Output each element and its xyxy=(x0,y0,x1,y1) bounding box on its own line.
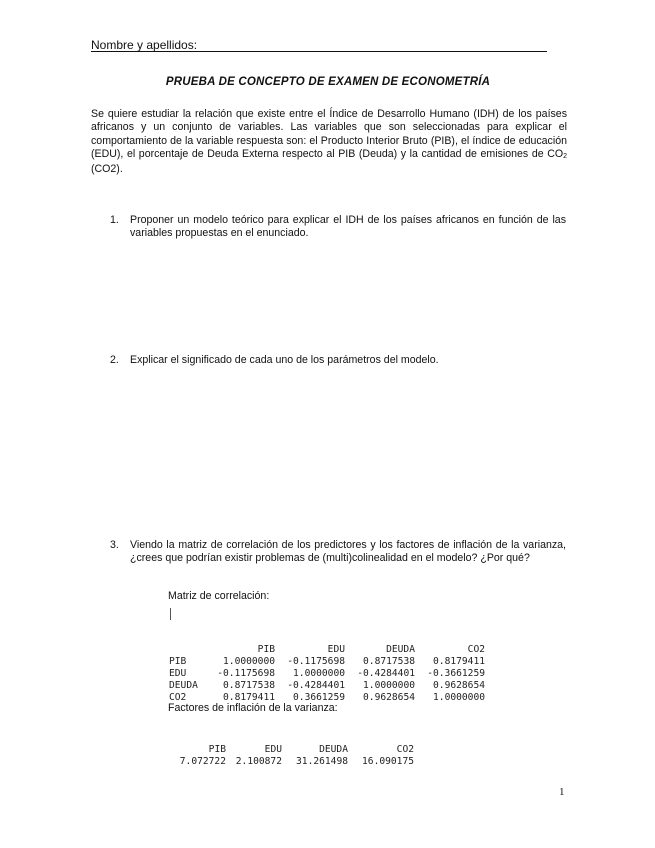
table-cell: 1.0000000 xyxy=(223,656,275,667)
table-cell: -0.4284401 xyxy=(287,680,345,691)
table-cell: -0.1175698 xyxy=(287,656,345,667)
table-cell: 0.8717538 xyxy=(223,680,275,691)
vif-label: Factores de inflación de la varianza: xyxy=(168,702,338,714)
table-row xyxy=(169,656,485,668)
corner-cell xyxy=(169,644,205,656)
correlation-table xyxy=(169,644,485,704)
table-cell: -0.3661259 xyxy=(427,668,485,679)
vif-output xyxy=(170,720,414,767)
correlation-matrix-label: Matriz de correlación: xyxy=(168,590,270,602)
table-cell: 0.8717538 xyxy=(363,656,415,667)
column-header: EDU xyxy=(264,744,282,755)
table-cell: 0.8179411 xyxy=(433,656,485,667)
question-text: Explicar el significado de cada uno de los parámetros del modelo. xyxy=(130,354,439,366)
table-cell: 1.0000000 xyxy=(293,668,345,679)
column-header: DEUDA xyxy=(319,744,348,755)
table-cell: 2.100872 xyxy=(235,756,282,767)
intro-paragraph xyxy=(91,108,567,176)
table-cell: -0.1175698 xyxy=(217,668,275,679)
vif-header-row xyxy=(170,744,414,756)
column-header: DEUDA xyxy=(386,644,415,655)
column-header: PIB xyxy=(208,744,226,755)
table-cell: 0.3661259 xyxy=(293,692,345,703)
intro-tail: (CO2). xyxy=(91,162,123,175)
question-3 xyxy=(110,539,566,566)
text-cursor xyxy=(170,608,171,620)
name-underline xyxy=(91,51,547,52)
column-header: CO2 xyxy=(396,744,414,755)
row-header: PIB xyxy=(169,656,187,667)
intro-subscript: 2 xyxy=(563,153,567,161)
row-header: CO2 xyxy=(169,692,187,703)
row-header: EDU xyxy=(169,668,187,679)
table-cell: 16.090175 xyxy=(362,756,414,767)
table-cell: 1.0000000 xyxy=(363,680,415,691)
vif-table xyxy=(170,744,414,768)
column-header: EDU xyxy=(327,644,345,655)
question-1 xyxy=(110,214,566,241)
table-cell: 7.072722 xyxy=(179,756,226,767)
table-cell: 0.8179411 xyxy=(223,692,275,703)
exam-title: PRUEBA DE CONCEPTO DE EXAMEN DE ECONOMETRÍA xyxy=(165,76,491,88)
name-field-label: Nombre y apellidos: xyxy=(91,38,198,52)
vif-value-row xyxy=(170,756,414,768)
table-row xyxy=(169,680,485,692)
question-text: Viendo la matriz de correlación de los predictores y los factores de inflación de la varianza, ¿crees que podrían existir problemas de (multi)colinealidad en el modelo? ¿Por qué? xyxy=(130,539,566,565)
table-cell: 0.9628654 xyxy=(363,692,415,703)
intro-text: Se quiere estudiar la relación que existe entre el Índice de Desarrollo Humano (IDH) de los países africanos y un conjunto de variables. Las variables que son seleccionadas para explicar el comportamiento de la variable respuesta son: el Producto Interior Bruto (PIB), el índice de educación (EDU), el porcentaje de Deuda Externa respecto al PIB (Deuda) y la cantidad de emisiones de CO xyxy=(91,108,567,161)
table-row xyxy=(169,668,485,680)
correlation-header-row xyxy=(169,644,485,656)
question-2 xyxy=(110,354,566,367)
table-cell: 1.0000000 xyxy=(433,692,485,703)
table-cell: -0.4284401 xyxy=(357,668,415,679)
question-text: Proponer un modelo teórico para explicar el IDH de los países africanos en función de las variables propuestas en el enunciado. xyxy=(130,214,566,240)
column-header: PIB xyxy=(257,644,275,655)
page-number: 1 xyxy=(559,786,565,798)
table-cell: 31.261498 xyxy=(296,756,348,767)
question-number: 2. xyxy=(110,354,119,366)
row-header: DEUDA xyxy=(169,680,198,691)
question-number: 1. xyxy=(110,214,119,226)
table-cell: 0.9628654 xyxy=(433,680,485,691)
column-header: CO2 xyxy=(467,644,485,655)
question-number: 3. xyxy=(110,539,119,551)
